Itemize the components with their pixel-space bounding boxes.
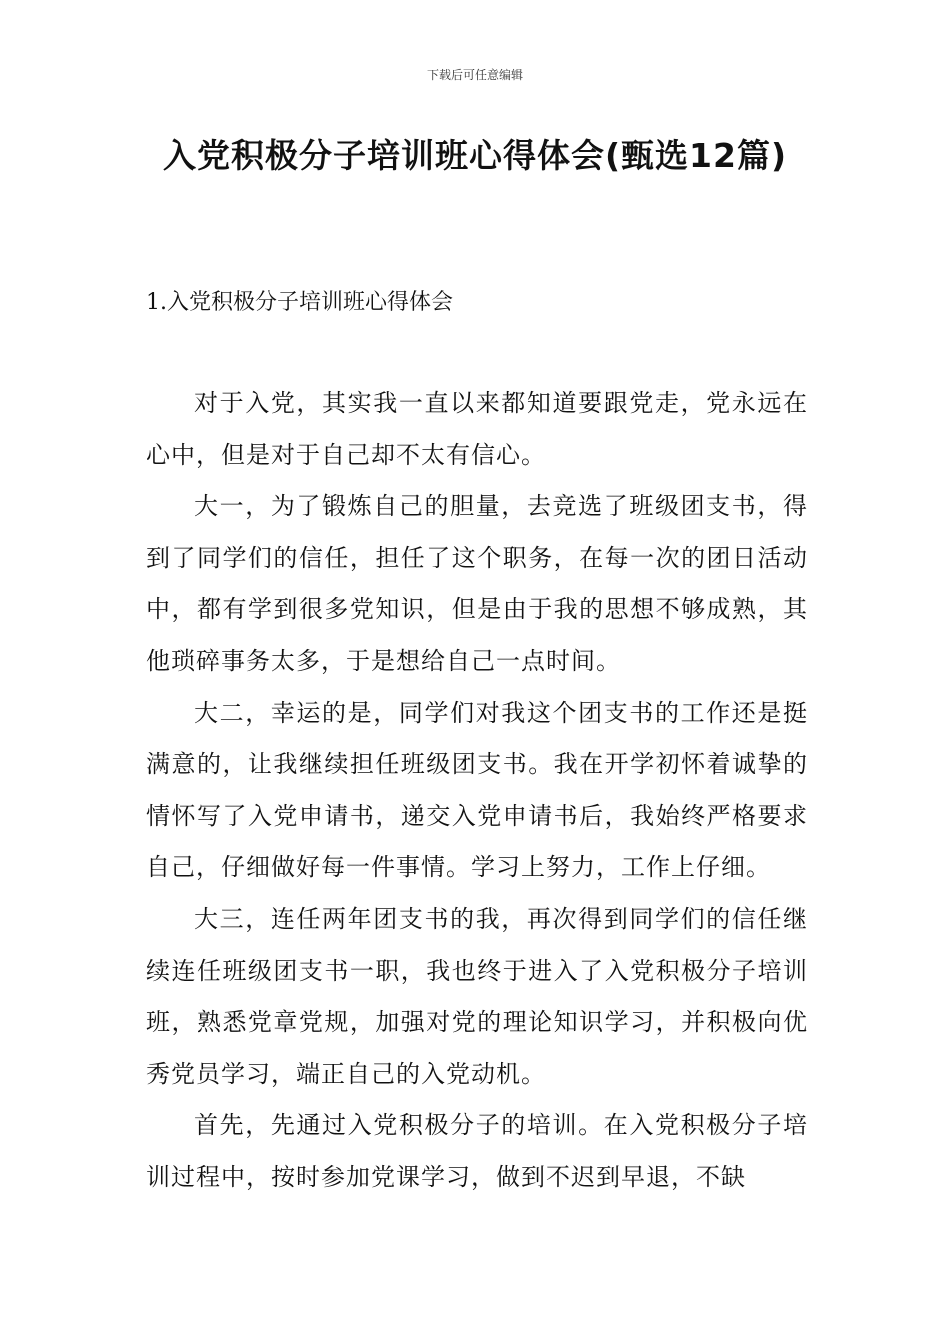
paragraph: 首先，先通过入党积极分子的培训。在入党积极分子培训过程中，按时参加党课学习，做到不迟到早退，不缺 bbox=[146, 1111, 808, 1191]
paragraph: 大三，连任两年团支书的我，再次得到同学们的信任继续连任班级团支书一职，我也终于进入了入党积极分子培训班，熟悉党章党规，加强对党的理论知识学习，并积极向优秀党员学习，端正自己的入党动机。 bbox=[146, 904, 808, 1088]
document-title: 入党积极分子培训班心得体会(甄选12篇) bbox=[162, 136, 788, 175]
paragraph: 对于入党，其实我一直以来都知道要跟党走，党永远在心中，但是对于自己却不太有信心。 bbox=[146, 389, 808, 469]
header-note: 下载后可任意编辑 bbox=[426, 68, 523, 82]
section-heading: 1.入党积极分子培训班心得体会 bbox=[146, 290, 453, 315]
paragraph: 大二，幸运的是，同学们对我这个团支书的工作还是挺满意的，让我继续担任班级团支书。我在开学初怀着诚挚的情怀写了入党申请书，递交入党申请书后，我始终严格要求自己，仔细做好每一件事情。学习上努力，工作上仔细。 bbox=[146, 698, 808, 882]
body-text bbox=[146, 378, 808, 1204]
paragraph: 大一，为了锻炼自己的胆量，去竞选了班级团支书，得到了同学们的信任，担任了这个职务，在每一次的团日活动中，都有学到很多党知识，但是由于我的思想不够成熟，其他琐碎事务太多，于是想给自己一点时间。 bbox=[146, 492, 808, 675]
